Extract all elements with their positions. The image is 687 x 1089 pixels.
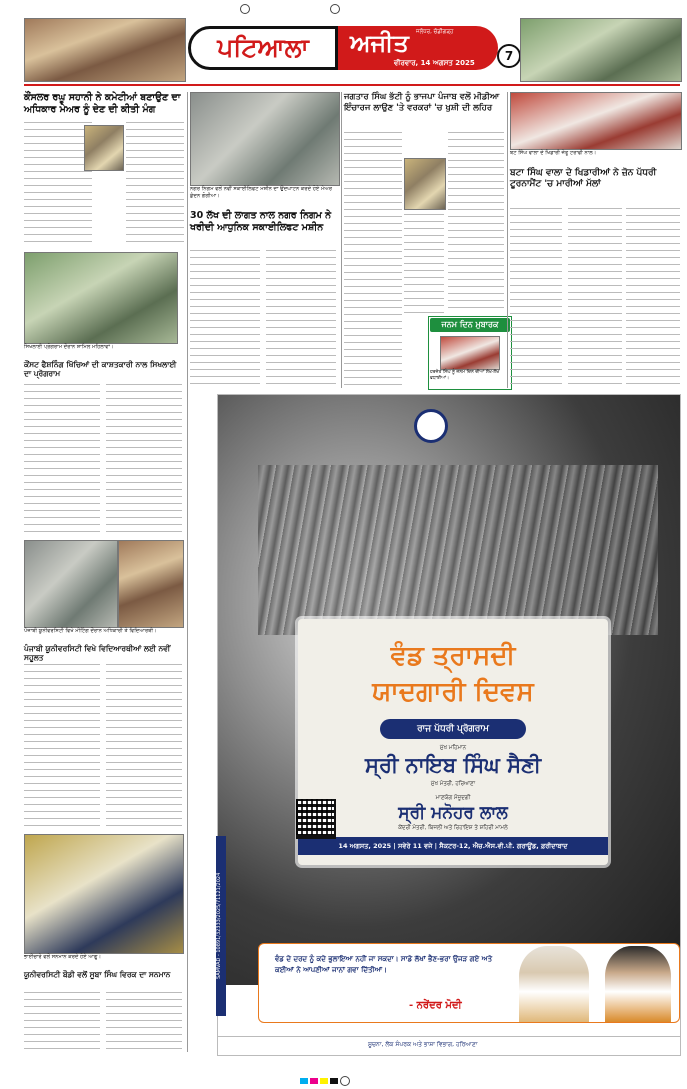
ad-title-line2: ਯਾਦਗਾਰੀ ਦਿਵਸ (372, 677, 534, 707)
quote-author: - ਨਰੇਂਦਰ ਮੋਦੀ (409, 1000, 462, 1011)
presence-name: ਸ੍ਰੀ ਮਨੋਹਰ ਲਾਲ (398, 803, 508, 823)
story-body (106, 992, 182, 1052)
story-photo (24, 252, 178, 344)
photo-caption: ਭਾਈਚਾਰੇ ਵਲੋਂ ਸਨਮਾਨ ਕਰਦੇ ਹੋਏ ਆਗੂ। (24, 954, 102, 960)
story-body (24, 122, 92, 242)
registration-mark (340, 1076, 350, 1086)
story-body (448, 132, 504, 312)
column-divider (507, 92, 508, 388)
story-body (24, 664, 100, 828)
story-photo (118, 540, 184, 628)
story-headline: ਯੂਨੀਵਰਸਿਟੀ ਬੌਡੀ ਵਲੋਂ ਸੂਬਾ ਸਿੰਘ ਵਿਰਕ ਦਾ ਸਨਮਾਨ (24, 970, 171, 979)
registration-mark (240, 4, 250, 14)
story-photo-portrait (84, 125, 124, 171)
masthead-brand (338, 26, 498, 70)
ad-release-code: SAMVAD - 10891/32333/2025/71121/2024 (216, 836, 226, 1016)
photo-caption: ਸਿਖਲਾਈ ਪ੍ਰੋਗਰਾਮ ਦੌਰਾਨ ਸ਼ਾਮਿਲ ਮਹਿਲਾਵਾਂ। (24, 344, 114, 350)
story-body (568, 208, 622, 386)
story-photo-portrait (404, 158, 446, 210)
column-divider (341, 92, 342, 388)
department-credit: ਸੂਚਨਾ, ਲੋਕ ਸੰਪਰਕ ਅਤੇ ਭਾਸ਼ਾ ਵਿਭਾਗ, ਹਰਿਆਣਾ (368, 1041, 478, 1048)
print-registration-strip (0, 0, 687, 14)
story-photo-skylift (190, 92, 340, 186)
story-photo (24, 540, 118, 628)
ad-content-panel (298, 619, 608, 865)
event-details: 14 ਅਗਸਤ, 2025 | ਸਵੇਰੇ 11 ਵਜੇ | ਸੈਕਟਰ-12, ਐਚ.ਐਸ.ਵੀ.ਪੀ. ਗਰਾਊਂਡ, ਫ਼ਰੀਦਾਬਾਦ (298, 837, 608, 855)
registration-mark (330, 4, 340, 14)
story-headline: ਜਗਤਾਰ ਸਿੰਘ ਭੱਟੀ ਨੂੰ ਭਾਜਪਾ ਪੰਜਾਬ ਵਲੋਂ ਮੀਡੀਆ ਇੰਚਾਰਜ ਲਾਉਣ 'ਤੇ ਵਰਕਰਾਂ 'ਚ ਖੁਸ਼ੀ ਦੀ ਲਹਿਰ (344, 92, 500, 113)
story-photo-team (510, 92, 682, 150)
newspaper-logo: ਅਜੀਤ (350, 28, 409, 57)
masthead-right-photo (520, 18, 682, 82)
story-body (190, 250, 260, 386)
story-body (126, 122, 184, 242)
leader-photo-2 (605, 946, 671, 1022)
print-color-bar (300, 1078, 308, 1084)
birthday-photo (440, 336, 500, 370)
train-photo-overlay (258, 465, 658, 635)
print-color-bar (330, 1078, 338, 1084)
government-advertisement (217, 394, 681, 1056)
story-body (106, 664, 182, 828)
chief-guest-label: ਮੁੱਖ ਮਹਿਮਾਨ (439, 745, 467, 751)
chief-guest-name: ਸ੍ਰੀ ਨਾਇਬ ਸਿੰਘ ਸੈਣੀ (364, 753, 542, 777)
birthday-label: ਜਨਮ ਦਿਨ ਮੁਬਾਰਕ (430, 318, 510, 332)
edition-label: ਜਲੰਧਰ, ਚੰਡੀਗੜ੍ਹ (416, 29, 454, 35)
program-badge: ਰਾਜ ਪੱਧਰੀ ਪ੍ਰੋਗਰਾਮ (380, 719, 526, 739)
haryana-emblem-icon (414, 409, 448, 443)
story-body (24, 992, 100, 1052)
story-photo (24, 834, 184, 954)
chief-guest-title: ਮੁੱਖ ਮੰਤਰੀ, ਹਰਿਆਣਾ (430, 781, 476, 787)
leader-photo-1 (519, 946, 589, 1022)
story-body (344, 132, 402, 388)
column-divider (187, 92, 188, 1052)
story-headline: ਕੌਂਸਟ ਫੈਸ਼ਨਿੰਗ ਖਿੱਚਿਆਂ ਦੀ ਕਾਸ਼ਤਕਾਰੀ ਨਾਲ ਸਿਖਲਾਈ ਦਾ ਪ੍ਰੋਗਰਾਮ (24, 360, 177, 379)
story-body (404, 214, 444, 314)
ad-title-line1: ਵੰਡ ਤ੍ਰਾਸਦੀ (390, 641, 516, 671)
masthead (188, 20, 500, 76)
presence-label: ਮਾਣਯੋਗ ਮੌਜੂਦਗੀ (435, 795, 471, 801)
photo-caption: ਬਟ ਸਿੰਘ ਵਾਲਾ ਦੇ ਖਿਡਾਰੀ ਜੇਤੂ ਟਰਾਫੀ ਨਾਲ। (510, 150, 597, 156)
pm-quote: ਵੰਡ ਦੇ ਦਰਦ ਨੂੰ ਕਦੇ ਭੁਲਾਇਆ ਨਹੀਂ ਜਾ ਸਕਦਾ। ਸਾਡੇ ਲੱਖਾਂ ਭੈਣ-ਭਰਾ ਉਜੜ ਗਏ ਅਤੇ ਕਈਆਂ ਨੇ ਆਪਣੀਆਂ ਜਾਨਾਂ ਗਵਾ ਦਿੱਤੀਆਂ। (275, 955, 493, 975)
story-headline: ਬਟਾ ਸਿੰਘ ਵਾਲਾ ਦੇ ਖਿਡਾਰੀਆਂ ਨੇ ਜ਼ੋਨ ਪੱਧਰੀ ਟੂਰਨਾਮੈਂਟ 'ਚ ਮਾਰੀਆਂ ਮੱਲਾਂ (510, 168, 657, 190)
story-body (24, 384, 100, 534)
birthday-caption: ਹਰਜੋਤ ਸਿੰਘ ਨੂੰ ਜਨਮ ਦਿਨ ਦੀਆਂ ਲੱਖ-ਲੱਖ ਵਧਾਈਆਂ। (430, 370, 500, 381)
masthead-divider (24, 84, 680, 86)
masthead-city: ਪਟਿਆਲਾ (188, 26, 338, 70)
story-body (626, 208, 680, 386)
story-headline: ਕੌਂਸਲਰ ਰਘੂ ਸਹਾਨੀ ਨੇ ਕਮੇਟੀਆਂ ਬਣਾਉਣ ਦਾ ਅਧਿਕਾਰ ਮੇਅਰ ਨੂੰ ਦੇਣ ਦੀ ਕੀਤੀ ਮੰਗ (24, 92, 181, 115)
story-body (266, 250, 336, 386)
presence-title: ਕੇਂਦਰੀ ਮੰਤਰੀ, ਬਿਜਲੀ ਅਤੇ ਰਿਹਾਇਸ਼ ਤੇ ਸ਼ਹਿਰੀ ਮਾਮਲੇ (398, 825, 508, 831)
photo-caption: ਨਗਰ ਨਿਗਮ ਵਲੋਂ ਨਵੀਂ ਸਕਾਈਲਿਫਟ ਮਸ਼ੀਨ ਦਾ ਉਦਘਾਟਨ ਕਰਦੇ ਹੋਏ ਮੇਅਰ ਕੁੰਦਨ ਗੋਗੀਆ। (190, 186, 333, 199)
quote-box (258, 943, 680, 1023)
photo-caption: ਪੰਜਾਬੀ ਯੂਨੀਵਰਸਿਟੀ ਵਿਖੇ ਮੀਟਿੰਗ ਦੌਰਾਨ ਅਧਿਕਾਰੀ ਤੇ ਵਿਦਿਆਰਥੀ। (24, 628, 157, 634)
ad-footer (218, 1036, 681, 1055)
story-headline: ਪੰਜਾਬੀ ਯੂਨੀਵਰਸਿਟੀ ਵਿਖੇ ਵਿਦਿਆਰਥੀਆਂ ਲਈ ਨਵੀਂ ਸਹੂਲਤ (24, 644, 171, 663)
masthead-left-photo (24, 18, 186, 82)
qr-code-pattern (296, 799, 332, 835)
print-color-bar (320, 1078, 328, 1084)
issue-date: ਵੀਰਵਾਰ, 14 ਅਗਸਤ 2025 (394, 59, 475, 67)
print-color-bar (310, 1078, 318, 1084)
story-headline: 30 ਲੱਖ ਦੀ ਲਾਗਤ ਨਾਲ ਨਗਰ ਨਿਗਮ ਨੇ ਖਰੀਦੀ ਆਧੁਨਿਕ ਸਕਾਈਲਿਫਟ ਮਸ਼ੀਨ (190, 210, 332, 233)
story-body (510, 208, 562, 386)
story-body (106, 384, 182, 534)
page-number: 7 (497, 44, 521, 68)
